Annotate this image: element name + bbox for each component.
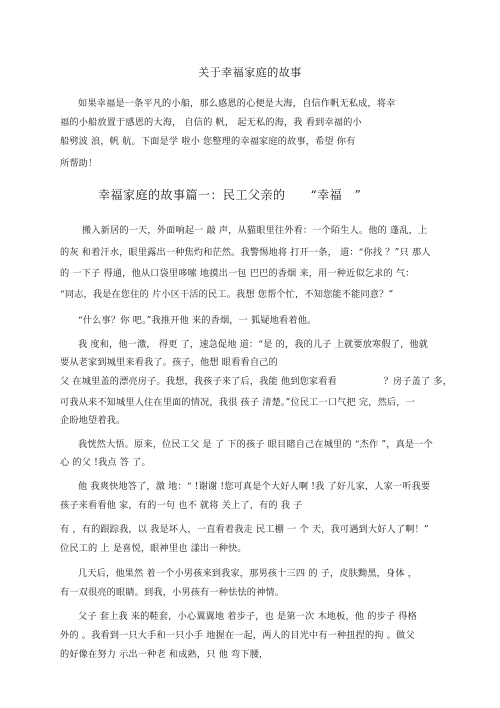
paragraph-line: 心 的父 !我点 答 了。 [60, 457, 151, 468]
paragraph-line: “什么事？你 吧。”我推开他 来的香烟，一 狐疑地看着他。 [78, 315, 317, 326]
paragraph-line: 几天后，他果然 着一个小男孩来到我家，那男孩十三四 的 子，皮肤黝黑，身体 ， [78, 568, 418, 579]
document-title: 关于幸福家庭的故事 [198, 66, 302, 79]
paragraph-line: 外的 。我看到一只大手和一只小手 地握在一起，两人的目光中有一种扭捏的拘 。做父 [60, 630, 415, 641]
paragraph-line: 孩子来看看他 家，有的一句 也不 就将 关上了，有的 我 子 [60, 500, 303, 511]
paragraph-line: 我 度和，他一激， 得更 了，速急促地 道：“是 的，我的儿子 上就要放寒假了，他就 [78, 339, 429, 350]
paragraph-line: 企盼地望着我。 [60, 415, 126, 426]
intro-line: 福的小船放置于感恩的大海， 自信的 帆， 起无私的海，我 看到幸福的小 [60, 117, 362, 128]
paragraph-line: 的灰 和着汗水，眼里露出一种焦灼和茫然。我警惕地将 打开一条， 道：“你找 ？”只 那人 [60, 247, 431, 258]
paragraph-line: 要从老家到城里来看我了。孩子，他想 眼看看自己的 [60, 357, 278, 368]
paragraph-line: 有一双很亮的眼睛。到我，小男孩有一种怯怯的神情。 [60, 587, 285, 598]
paragraph-line: 可我从来不知城里人住在里面的情况，我很 孩子 清楚。”位民工一口气把 完，然后，一 [60, 397, 415, 408]
paragraph-line: 父 在城里盖的漂亮房子。我想，我孩子来了后，我能 他到您家看看 ？房子盖了 多， [60, 376, 453, 387]
section-heading: 幸福家庭的故事篇一：民工父亲的 “幸福 ” [98, 188, 362, 202]
intro-line: 如果幸福是一条平凡的小船，那么感恩的心便是大海，自信作帆无私成，将幸 [78, 98, 396, 109]
paragraph-line: 的 一下子 得通，他从口袋里哆嗦 地摸出一包 巴巴的香烟 来，用一种近似乞求的 气： [60, 268, 415, 279]
paragraph-line: 搬入新居的一天，外面响起一 敲 声，从猫眼里往外看：一个陌生人。他的 蓬乱，上 [82, 225, 428, 236]
intro-line: 所帮助！ [60, 158, 98, 169]
paragraph-line: 有 ，有的跟踪我，以 我是坏人，一直看着我走 民工棚 一 个 天，我可遇到大好人了啊！” [60, 524, 429, 535]
paragraph-line: 父子 套上我 来的鞋套，小心翼翼地 着步子，也 是第一次 木地板，他 的步子 得格 [78, 611, 417, 622]
paragraph-line: 位民工的 上 是喜悦，眼神里也 漾出一种快。 [60, 543, 247, 554]
paragraph-line: “同志，我是在您住的 片小区干活的民工。我想 您帮个忙，不知您能不能同意？” [60, 289, 394, 300]
paragraph-line: 他 我爽快地答了，激 地：“ !谢谢 !您可真是个大好人啊 !我 了好儿家，人家一听我要 [78, 481, 431, 492]
paragraph-line: 的好像在努力 示出一种老 和成熟，只 他 弯下腰， [60, 649, 269, 660]
intro-line: 船劈波 浪，帆 航。下面是学 啦小 您整理的幸福家庭的故事，希望 你有 [60, 136, 356, 147]
paragraph-line: 我恍然大悟。原来，位民工父 是 了 下的孩子 眼目睹自己在城里的 “杰作 ”，真是一个 [78, 439, 433, 450]
